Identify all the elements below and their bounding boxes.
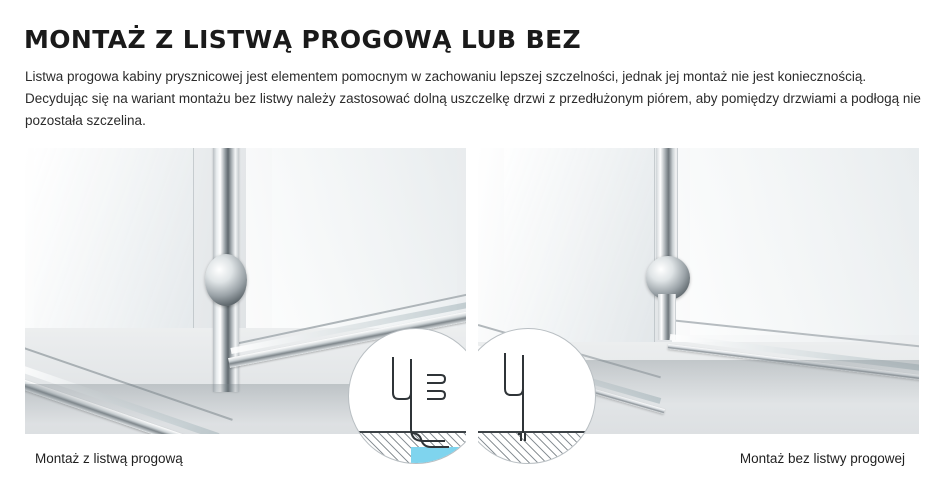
page-title: MONTAŻ Z LISTWĄ PROGOWĄ LUB BEZ	[24, 24, 582, 54]
intro-paragraph: Listwa progowa kabiny prysznicowej jest elementem pomocnym w zachowaniu lepszej szczelności, jednak jej montaż nie jest koniecznością. Decydując się na wariant montażu bez listwy należy zastosować dolną uszczelkę drzwi z przedłużonym piórem, aby pomiędzy drzwiami a podłogą nie pozostała szczelina.	[25, 68, 921, 128]
chrome-corner-knuckle	[205, 254, 247, 306]
figures-container	[25, 148, 919, 482]
detail-seal-no-threshold-diagram-icon	[478, 329, 595, 463]
figure-without-threshold	[478, 148, 919, 482]
figure-with-threshold	[25, 148, 466, 482]
glass-panel-right-2	[690, 148, 919, 335]
glass-panel-left-2	[504, 148, 655, 355]
chrome-lower-post-2	[658, 294, 676, 340]
caption-text: Montaż z listwą progową	[35, 450, 183, 466]
detail-seal-diagram-icon	[349, 329, 466, 463]
detail-circle-with-threshold	[348, 328, 466, 464]
detail-circle-without-threshold	[478, 328, 596, 464]
caption-text: Montaż bez listwy progowej	[739, 450, 905, 466]
